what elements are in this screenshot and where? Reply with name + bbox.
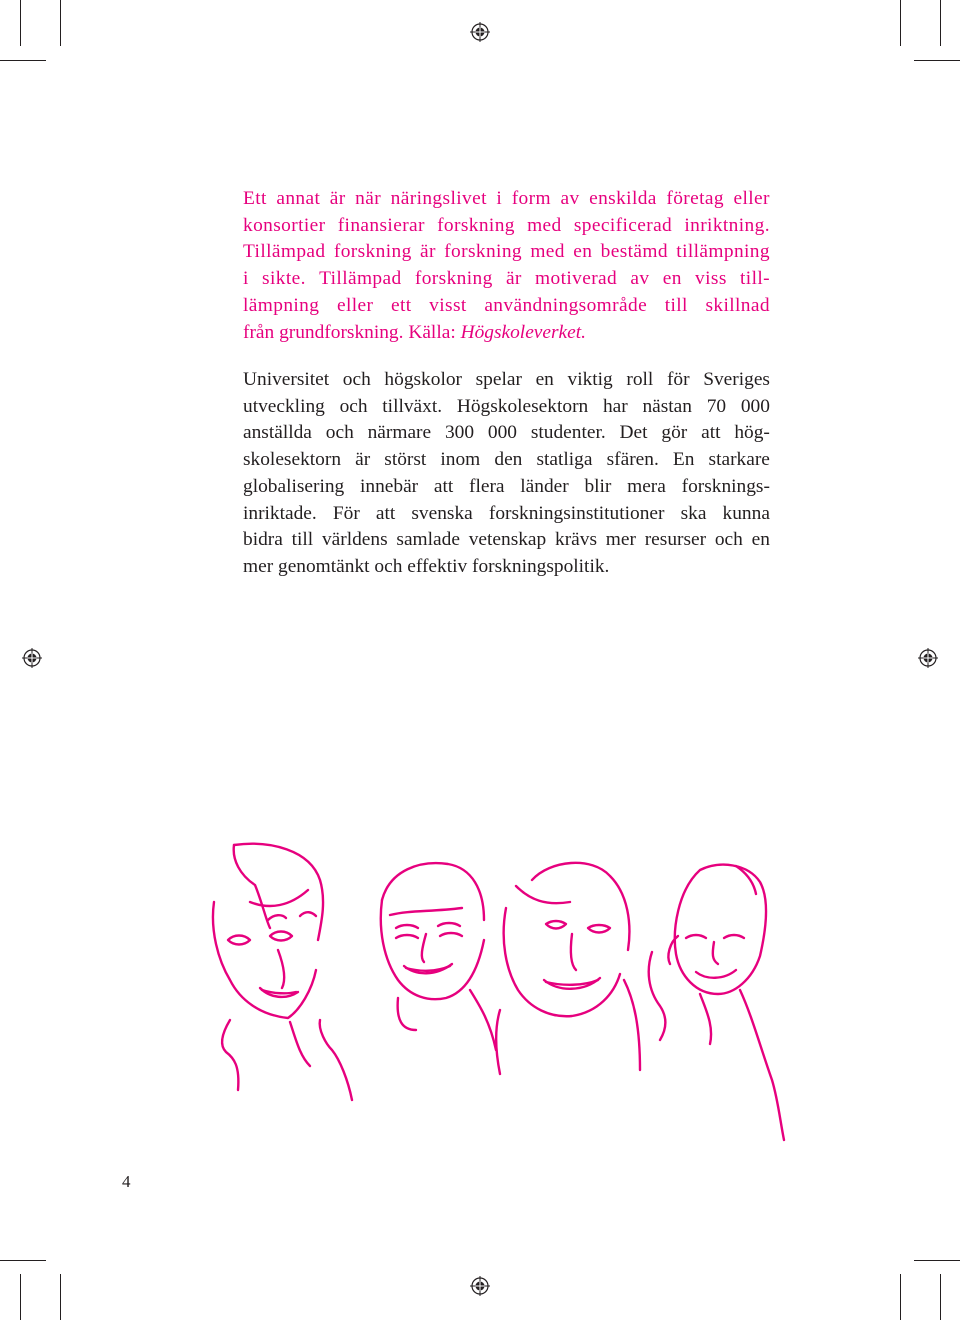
faces-illustration — [200, 830, 800, 1170]
registration-mark-icon — [470, 1276, 490, 1296]
word: bidra — [243, 529, 283, 551]
word: och — [325, 422, 354, 444]
word: finansierar — [337, 214, 425, 236]
source-name: Högskoleverket. — [460, 321, 587, 343]
word: visst — [429, 294, 467, 316]
word: krävs — [555, 529, 598, 551]
word: En — [672, 449, 695, 471]
word: en — [573, 241, 593, 263]
registration-mark-icon — [918, 648, 938, 668]
word: närmare — [367, 422, 432, 444]
word: med — [530, 241, 565, 263]
word: nästan — [642, 395, 692, 417]
word: forskning — [414, 268, 493, 290]
word: till- — [740, 268, 770, 290]
word: 000 — [487, 422, 517, 444]
text-line — [243, 367, 770, 394]
word: innebär — [359, 475, 419, 497]
word: företag — [666, 188, 724, 209]
word: samlade — [396, 529, 460, 551]
word: att — [375, 502, 396, 524]
word: globalisering — [243, 475, 345, 497]
word: av — [630, 268, 650, 290]
word: 000 — [740, 395, 770, 417]
word: ett — [391, 294, 412, 316]
text-line — [243, 447, 770, 474]
word: forsknings- — [681, 475, 770, 497]
word: kunna — [722, 502, 770, 524]
word: med — [527, 214, 562, 236]
word: till — [664, 294, 688, 316]
word: inom — [440, 449, 481, 471]
word: sikte. — [262, 268, 306, 290]
word: 300 — [444, 422, 475, 444]
word: Universitet — [243, 369, 330, 390]
word: statliga — [536, 449, 593, 471]
word: en — [751, 529, 770, 551]
word: att — [433, 475, 454, 497]
word: bestämd — [600, 241, 668, 263]
word: skolesektorn — [243, 449, 342, 471]
word: gör — [661, 422, 688, 444]
word: inriktade. — [243, 502, 317, 524]
word: 70 — [706, 395, 727, 417]
word: blir — [584, 475, 612, 497]
word: den — [494, 449, 523, 471]
page-number: 4 — [122, 1172, 131, 1191]
text-line — [243, 239, 770, 266]
word: forskning — [333, 241, 412, 263]
word: flera — [469, 475, 505, 497]
word: tillväxt. — [382, 395, 443, 417]
word: näringslivet — [390, 188, 487, 209]
word: och — [339, 395, 368, 417]
word: eller — [336, 294, 374, 316]
word: Högskolesektorn — [456, 395, 589, 417]
word: till — [291, 529, 314, 551]
registration-mark-icon — [22, 648, 42, 668]
word: är — [355, 449, 371, 471]
word: utveckling — [243, 395, 325, 417]
body-paragraph — [243, 367, 770, 581]
word: för — [666, 369, 690, 390]
word: högskolor — [384, 369, 462, 390]
word: starkare — [708, 449, 770, 471]
face-3 — [496, 863, 640, 1074]
text-line — [243, 293, 770, 320]
word: specificerad — [573, 214, 673, 236]
face-2 — [381, 863, 496, 1050]
word: Tillämpad — [243, 241, 326, 263]
word: när — [355, 188, 382, 209]
word: av — [560, 188, 580, 209]
text-line-source — [243, 320, 770, 347]
word: viss — [695, 268, 727, 290]
word: att — [701, 422, 721, 444]
registration-mark-icon — [470, 22, 490, 42]
word: mer — [605, 529, 636, 551]
word: Det — [619, 422, 648, 444]
text-line — [243, 213, 770, 240]
word: sfären. — [606, 449, 659, 471]
word: är — [420, 241, 436, 263]
text-line — [243, 501, 770, 528]
word: spelar — [475, 369, 522, 390]
word: mera — [627, 475, 666, 497]
text-line: mer genomtänkt och effektiv forskningspolitik. — [243, 555, 610, 577]
word: är — [329, 188, 346, 209]
word: svenska — [411, 502, 473, 524]
word: resurser — [644, 529, 707, 551]
word: roll — [626, 369, 654, 390]
word: vetenskap — [468, 529, 547, 551]
word: anställda — [243, 422, 312, 444]
word: enskilda — [589, 188, 657, 209]
word: ska — [680, 502, 707, 524]
word: forskning — [437, 214, 515, 236]
word: och — [342, 369, 371, 390]
word: en — [662, 268, 682, 290]
text-line — [243, 394, 770, 421]
word: användningsområde — [484, 294, 648, 316]
word: skillnad — [705, 294, 770, 316]
word: Tillämpad — [319, 268, 402, 290]
word: studenter. — [530, 422, 606, 444]
word: inriktning. — [684, 214, 770, 236]
word: Ett — [243, 188, 267, 209]
text-line — [243, 420, 770, 447]
text-line — [243, 474, 770, 501]
word: motiverad — [535, 268, 618, 290]
word: i — [243, 268, 249, 290]
word: i — [496, 188, 503, 209]
word: lämpning — [243, 294, 320, 316]
pink-paragraph — [243, 186, 770, 346]
word: länder — [520, 475, 569, 497]
word: form — [511, 188, 551, 209]
word: har — [602, 395, 628, 417]
word: tillämpning — [676, 241, 770, 263]
face-4 — [649, 865, 784, 1140]
text-line — [243, 186, 770, 213]
word: eller — [733, 188, 770, 209]
word: konsortier — [243, 214, 326, 236]
face-1 — [213, 844, 352, 1100]
word: störst — [384, 449, 427, 471]
source-prefix: från grundforskning. Källa: — [243, 321, 461, 343]
word: forskningsinstitutioner — [488, 502, 665, 524]
word: Sveriges — [703, 369, 770, 390]
word: forskning — [444, 241, 522, 263]
text-line — [243, 527, 770, 554]
word: världens — [321, 529, 388, 551]
word: hög- — [734, 422, 770, 444]
word: är — [505, 268, 522, 290]
word: och — [714, 529, 743, 551]
word: en — [535, 369, 554, 390]
word: annat — [276, 188, 321, 209]
word: viktig — [567, 369, 613, 390]
text-line — [243, 266, 770, 293]
word: För — [332, 502, 360, 524]
